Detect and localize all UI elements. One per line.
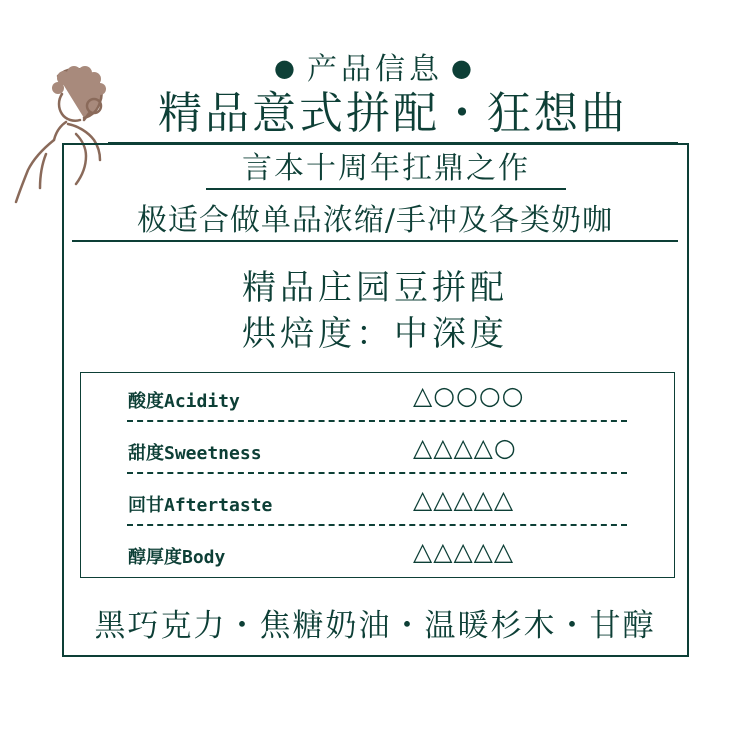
row-divider: [127, 524, 627, 526]
dot-icon: ●: [451, 54, 476, 82]
flavor-notes: 黑巧克力・焦糖奶油・温暖杉木・甘醇: [94, 608, 656, 644]
rating-row-acidity: [128, 381, 628, 411]
rating-symbols: △△△△△: [413, 537, 515, 566]
flavor-rating-table: [80, 372, 675, 578]
rating-symbols: △△△△△: [413, 485, 515, 514]
usage-subtitle: 极适合做单品浓缩/手冲及各类奶咖: [72, 202, 678, 242]
rating-row-body: [128, 537, 628, 567]
rating-label: 醇厚度Body: [128, 547, 226, 568]
product-title: 精品意式拼配・狂想曲: [108, 86, 678, 144]
row-divider: [127, 472, 627, 474]
rating-label: 回甘Aftertaste: [128, 495, 273, 516]
rating-label: 甜度Sweetness: [128, 443, 262, 464]
row-divider: [127, 420, 627, 422]
dot-icon: ●: [274, 54, 299, 82]
rating-row-aftertaste: [128, 485, 628, 515]
rating-symbols: △△△△○: [413, 433, 517, 462]
anniversary-subtitle: 言本十周年扛鼎之作: [206, 150, 566, 190]
section-header-label: 产品信息: [307, 52, 443, 87]
rating-label: 酸度Acidity: [128, 391, 240, 412]
blend-type: 精品庄园豆拼配: [242, 268, 508, 308]
rating-row-sweetness: [128, 433, 628, 463]
rating-symbols: △○○○○: [413, 381, 525, 410]
roast-level: 烘焙度：中深度: [242, 314, 508, 354]
